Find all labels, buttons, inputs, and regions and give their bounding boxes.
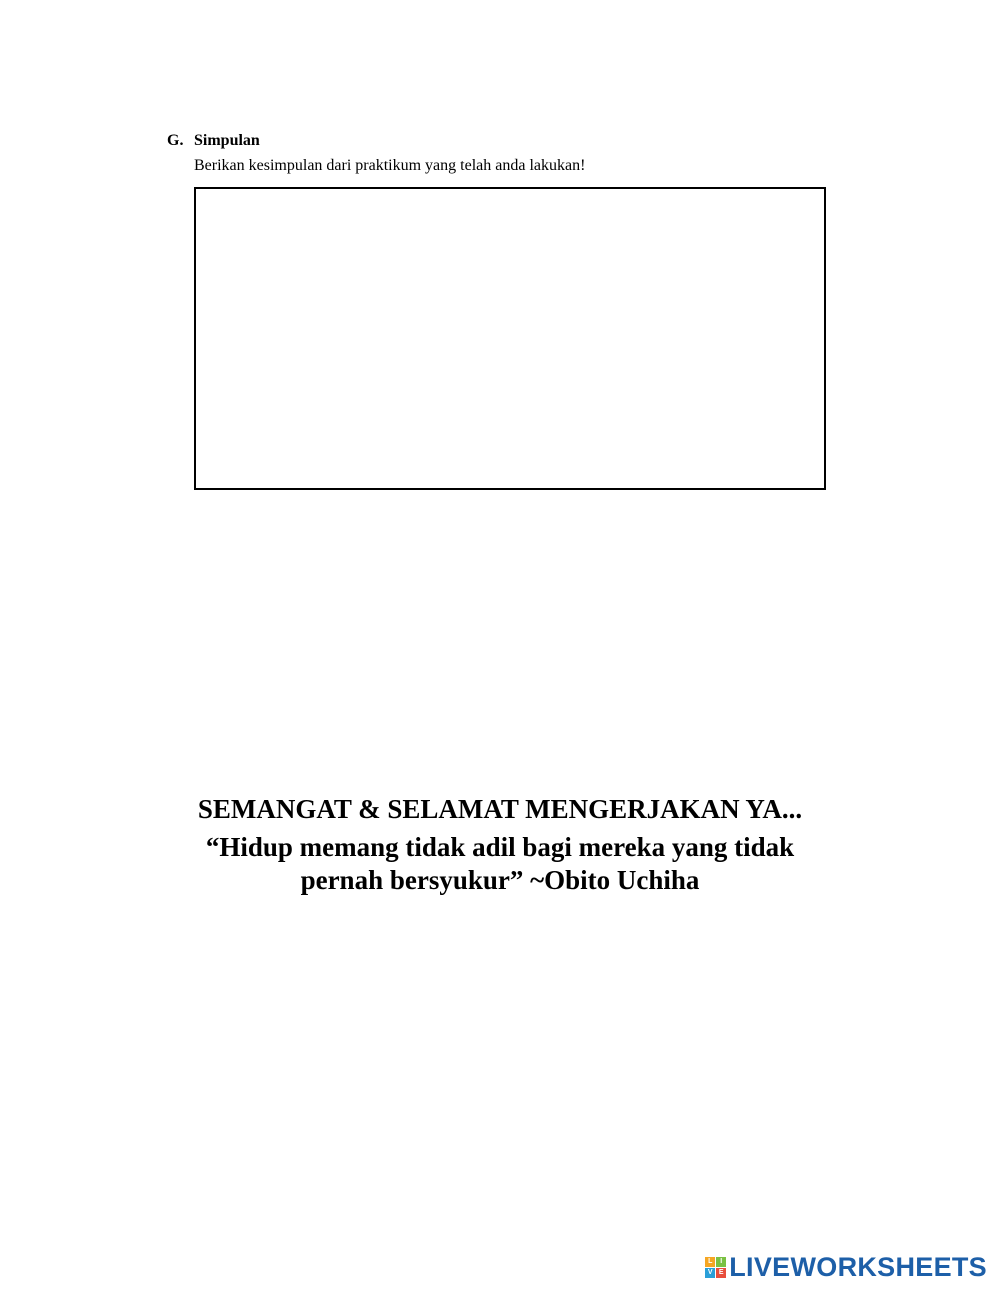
quote-line-2: pernah bersyukur” ~Obito Uchiha (300, 865, 700, 895)
closing-title: SEMANGAT & SELAMAT MENGERJAKAN YA... (197, 794, 803, 824)
section-letter: G. (167, 132, 184, 149)
section-title: Simpulan (194, 132, 260, 149)
logo-letter: L (705, 1257, 715, 1267)
liveworksheets-logo-icon (705, 1257, 726, 1278)
quote-line-1: “Hidup memang tidak adil bagi mereka yang tidak (205, 832, 795, 862)
section-instruction: Berikan kesimpulan dari praktikum yang telah anda lakukan! (194, 157, 586, 174)
conclusion-answer-box[interactable] (194, 187, 826, 490)
brand-name: LIVEWORKSHEETS (729, 1251, 987, 1282)
logo-letter: I (716, 1257, 726, 1267)
liveworksheets-brand (705, 1252, 987, 1282)
logo-letter: E (716, 1268, 726, 1278)
closing-quote (0, 831, 1000, 897)
section-heading (167, 131, 260, 151)
logo-letter: V (705, 1268, 715, 1278)
